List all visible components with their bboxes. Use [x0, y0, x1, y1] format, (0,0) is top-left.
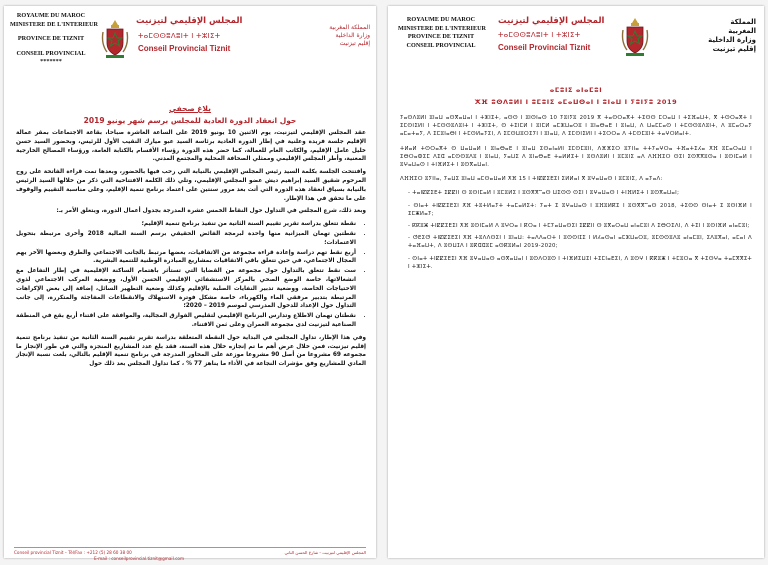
- press-release-page-tifinagh: [388, 6, 764, 558]
- document-subtitle: ⵅⴼ ⵓⵙⴷⵓⵍⵏ ⵏ ⵓⵎⵓⵏⵉ ⴰⵎⴰⵡⵙⴰⵏ ⵏ ⵓⵏⴰⵡ ⵏ ⵢⵓⵏⵢⵓ 2019: [474, 98, 678, 106]
- paragraph: ⴷⴼⴼⵉⵔ ⵓⵢⵏⵏⴰ, ⵢⴰⵡⵉ ⵓⵏⴰⵡ ⴰⵎⵙⴰⵡⴰⵍ ⵅⴼ 15 ⵏ ⵜⵏⵇⵇⵉⴹⵉⵏ ⵉⵍⵍⴰⵏ ⴳ ⵓⵖⴰⵡⴰⵙ ⵏ ⵓⵎⵓⵏⵉ, ⴷ ⴰⵢⴰⴷ:: [400, 176, 663, 183]
- list-item: - ⴽⴽⵓⵥ ⵜⵏⵇⵇⵉⴹⵉⵏ ⵅⴼ ⵓⵙⵏⵎⴰⵍ ⴷ ⵓⵖⵔⴰ ⵏ ⴽⵔⴰ ⵏ ⵜⵎⵢⴰⵡⴰⵙⵉⵏ ⵉⵇⵇⵏⵏ ⵙ ⵓⴳⴰⵔⴰⵡ ⴰⵏⴰⵎⵓⵏ ⴷ ⵉⴱⵔⵉⴷⵏ, ⴷ ⵜⵉⵏ ⵏ ⵓⵙⵏⴼⵍ ⴰⵏⴰⵎⵓⵏ;: [408, 222, 752, 230]
- state-arabic-block: [708, 18, 756, 54]
- letterhead-line: PROVINCE DE TIZNIT: [17, 35, 85, 42]
- letterhead: [4, 6, 376, 76]
- agenda-list: [400, 189, 752, 271]
- paragraph: ⵜⵍⴰⵍ ⵜⵙⵔⴰⴳⵜ ⵙ ⵡⴰⵡⴰⵍ ⵏ ⵓⵏⴰⴱⴰⴹ ⵏ ⵓⵏⴰⵡ ⵉⵙⴰⵏⴰⵍⵏ ⵉⵎⵙⵎⵓⵏⵏ, ⴷⴼⴼⵉⵔ ⵓⵢⵏⵏⴰ ⵜⵜⵢⴰⵖⵔⴰ ⵜⴼⴰⵜⵉⵃⴰ ⵅⴼ ⵓⵎⴰⵔⴰⵡ ⵏ ⵉⴱⵔⴰⵀⵉⵎ ⴷⵉⵛ ⴰⵎⵙⵙⵓⴷⵓ ⵏ ⵓⵏⴰⵡ, ⵢⴰⵡⵉ ⴷ ⵓⵏⴰⴱⴰⴹ ⵜⴰⵍⵍⵉⵜ ⵏ ⵓⵙⴷⵓⵍⵏ ⵏ ⵓⵎⵓⵏⵉ ⴰⴷ ⴷⴼⴼⵉⵔ ⵙⵉⵏ ⵉⵙⴳⴳⵓⵙⴰ ⵏ ⵓⵙⵏⵎⴰⵍ ⵏ ⵓⵖⴰⵡⴰⵙ ⵏ ⵜⵏⴼⵍⵉⵜ ⵏ ⵓⵙⴳⴰⵡⴰⵏ.: [400, 145, 752, 169]
- council-name-tifinagh: ⵜⴰⵎⵙⵙⵓⴷⵓⵏⵜ ⵏ ⵜⵣⵏⵉⵜ: [138, 32, 221, 40]
- state-arabic-block: [329, 24, 370, 48]
- document-title: ⴰⵎⵓⵏⵉ ⴰⵏⴰⵎⵓⵏ: [549, 86, 603, 94]
- paragraph: وافتتحت الجلسة بكلمة السيد رئيس المجلس الإقليمي بالنيابة التي رحب فيها بالحضور، وبعدها تمت قراءة الفاتحة على روح المرحوم شقيق السيد إبراهيم ديش عضو المجلس الإقليمي، وتلي ذلك الكلمة الافتتاحية التي ذكر من خلالها السيد الرئيس بالنيابة بسياق انعقاد هذه الدورة التي أتت بعد مرور سنتين على اعتماد برنامج تنمية الإقليم، وعلى مناسبة التقييم والوقوف على ما تحقق في هذا الإطار.: [16, 169, 366, 202]
- press-release-titles: [388, 86, 764, 106]
- page-footer: [14, 547, 366, 561]
- paragraph: وبعد ذلك، شرع المجلس في التداول حول النقاط الخمس عشرة المدرجة بجدول أعمال الدورة، ويتعلق الأمر بـ:: [56, 208, 366, 215]
- coat-of-arms-icon: [620, 16, 650, 58]
- footer-email: E-mail : conseilprovincial.tiznit@gmail.com: [94, 556, 185, 561]
- state-line: إقليم تيزنيت: [712, 45, 756, 53]
- letterhead-line: CONSEIL PROVINCIAL: [406, 41, 476, 49]
- state-line: إقليم تيزنيت: [339, 40, 370, 47]
- state-line: المملكة: [730, 18, 756, 26]
- list-item: - ⵙⵏⴰⵜ ⵜⵏⵇⵇⵉⴹⵉⵏ ⵅⴼ ⵓⵖⴰⵡⴰⵙ ⴰⵙⴳⴰⵡⴰⵏ ⵏ ⵓⵙⴷⵔⵓⵙ ⵏ ⵜⵏⴼⵍⵉⵡⵉⵏ ⵜⵉⵎⵏⴰⴹⵉⵏ, ⴷ ⵓⵙⵖ ⵏ ⴽⴽⵓⵥ ⵏ ⵜⵎⵓⵔⴰ ⴳ ⵜⵉⵙⵖⴰ ⵜⴰⵎⴳⴳⵉⵜ ⵏ ⵜⵣⵏⵉⵜ.: [408, 255, 752, 271]
- state-line: وزارة الداخلية: [335, 32, 370, 39]
- footer-contact: Conseil provincial Tiznit – Tél/Fax : +212 (5) 28 60 38 00: [14, 550, 132, 555]
- list-item: • نقطتين تهمان الميزانية منها واحدة لبرمجة الفائض الحقيقي برسم السنة المالية 2018 وأخرى مرتبطة بتحويل الاعتمادات؛: [16, 230, 356, 248]
- letterhead-french-block: [10, 12, 99, 67]
- document-body-arabic: [4, 125, 376, 369]
- letterhead-line: ROYAUME DU MAROC: [406, 16, 476, 23]
- press-release-titles: [4, 104, 376, 125]
- paragraph: وفي هذا الإطار، تداول المجلس في البداية حول النقطة المتعلقة بدراسة تقرير تقييم السنة الثانية من تنفيذ برنامج تنمية إقليم تيزنيت، فمن خلال عرض أهم ما تم إنجازه خلال هذه السنة، فقد بلغ عدد المشاريع المنجزة والتي في طور الإنجاز ما مجموعه 69 مشروعا من أصل 90 مشروعا موزعة على المحاور المدرجة في برنامج تنمية الإقليم بالتالي، بلغت نسبة الإنجاز المادي للمشاريع وفق مؤشرات النجاعة في الأداء ما يناهز 77 % ، كما تداول المجلس بعد ذلك حول: [16, 334, 366, 368]
- council-name-tifinagh: ⵜⴰⵎⵙⵙⵓⴷⵓⵏⵜ ⵏ ⵜⵣⵏⵉⵜ: [498, 31, 581, 39]
- letterhead-line: MINISTERE DE L'INTERIEUR: [10, 20, 99, 28]
- list-item: • أربع نقط تهم دراسة وإعادة قراءة مجموعة من الاتفاقيات، بعضها مرتبط بالجانب الاجتماعي والطرق وبعضها الآخر يهم المجال الاجتماعي، في حين تتعلق باقي الاتفاقيات بمشاريع المبادرة الوطنية للتنمية البشرية.: [16, 249, 356, 267]
- footer-address-arabic: المجلس الإقليمي لتيزنيت - شارع الحسن الثاني: [284, 550, 366, 555]
- letterhead-french-block: [398, 16, 487, 50]
- paragraph: عقد المجلس الإقليمي لتيزنيت، يوم الاثنين 10 يونيو 2019 على الساعة العاشرة صباحا، بقاعة الاجتماعات بمقر عمالة الإقليم جلسة فريدة وعلنية في إطار الدورة العادية برئاسة السيد عبو ميارك النقيب الأول للرئيس، وبحضور السيد حسن خليل عامل الإقليم، والكاتب العام للعمالة، كما حضر هذه الدورة رؤساء الأقسام بالكتابة العامة، ورؤساء المصالح الخارجية المعنية، وأطر المجلس الإقليمي وممثلي الصحافة المحلية والمجتمع المدني.: [16, 130, 366, 163]
- council-name-arabic: المجلس الإقليمي لتيزنيت: [498, 16, 605, 26]
- document-subtitle: حول انعقاد الدورة العادية للمجلس برسم شهر يونيو 2019: [83, 116, 297, 125]
- council-name-arabic: المجلس الإقليمي لتيزنيت: [136, 16, 243, 26]
- document-body-tifinagh: [388, 110, 764, 271]
- council-name-french: Conseil Provincial Tiznit: [138, 44, 231, 53]
- letterhead-line: *******: [40, 58, 62, 65]
- coat-of-arms-icon: [100, 18, 130, 60]
- letterhead-line: PROVINCE DE TIZNIT: [407, 33, 475, 40]
- letterhead: [388, 6, 764, 76]
- letterhead-line: MINISTERE DE L'INTERIEUR: [398, 24, 487, 32]
- state-line: المغربية: [728, 27, 756, 35]
- press-release-page-arabic: [4, 6, 376, 561]
- list-item: • نقطتان تهمان الاطلاع وتدارس البرنامج الإقليمي لتقليص الفوارق المجالية، والموافقة على اقتناء أربع بقع في المنطقة الصناعية لتيزنيت لدى مجموعة العمران وعلى ثمن الاقتناء.: [16, 312, 356, 330]
- paragraph: ⵢⴰⵙⴷⵓⵍⵏ ⵓⵏⴰⵡ ⴰⵙⴳⴰⵡⴰⵏ ⵏ ⵜⵣⵏⵉⵜ, ⴰⵙⵙ ⵏ ⵓⵏⵙⵏⴰⵙ 10 ⵢⵓⵏⵢⵓ 2019 ⴳ ⵜⴰⵙⵔⴰⴳⵜ ⵜⵉⵙⵙ ⵎⵔⴰⵡ ⵏ ⵜⵉⴼⴰⵡⵜ, ⴳ ⵜⵙⵔⴰⴳⵜ ⵏ ⵉⵎⵙⵏⵉⵍⵏ ⵏ ⵜⵎⵙⵙⵓⴷⵓⵏⵜ ⵏ ⵜⵣⵏⵉⵜ, ⵙ ⵜⵉⵏⵎⵍ ⵏ ⵓⵏⵎⵍ ⴰⵎⵣⵡⴰⵔⵓ ⵏ ⵓⵏⴰⴱⴰⴹ ⵏ ⵓⵏⴰⵡ, ⴷ ⵡⴰⵎⵎⴰⵙ ⵏ ⵜⵎⵙⵙⵓⴷⵓⵏⵜ, ⴷ ⵓⵎⴰⵔⴰⵢ ⴰⵎⴰⵜⴰⵢ, ⴷ ⵉⵎⵓⵏⴰⴱⵏ ⵏ ⵜⵎⵙⵍⴰⵢⵉⵏ, ⴷ ⵉⵎⵙⵡⵓⵔⵉⵢⵏ ⵏ ⵓⵏⴰⵡ, ⴷ ⵉⵎⵙⵏⵉⵍⵏ ⵏ ⵜⵉⵔⵔⴰ ⴷ ⵜⵎⵙⵎⵓⵏⵜ ⵜⴰⵖⵔⵍⴰⵏⵜ.: [400, 115, 752, 138]
- list-item: - ⵜⴰⵏⵇⵇⵉⴹⵜ ⵉⵇⵇⵏⵏ ⵙ ⵓⵙⵏⵎⴰⵍ ⵏ ⵓⵎⵓⵍⵉ ⵏ ⵓⵙⴳⴳⵯⴰⵙ ⵡⵉⵙⵙ ⵙⵉⵏ ⵏ ⵓⵖⴰⵡⴰⵙ ⵏ ⵜⵏⴼⵍⵉⵜ ⵏ ⵓⵙⴳⴰⵡⴰⵏ;: [408, 189, 752, 197]
- state-line: وزارة الداخلية: [708, 36, 756, 44]
- list-item: - ⵙⵏⴰⵜ ⵜⵏⵇⵇⵉⴹⵉⵏ ⵅⴼ ⵜⵓⵜⵍⴰⵢⵜ ⵜⴰⵎⴰⵍⵉⵜ: ⵢⴰⵜ ⵉ ⵓⵖⴰⵡⴰⵙ ⵏ ⵓⴼⵓⵍⴽⵉ ⵏ ⵓⵙⴳⴳⵯⴰⵙ 2018, ⵜⵉⵙⵙ ⵙⵏⴰⵜ ⵉ ⵓⵙⵏⴼⵍ ⵏ ⵉⵎⵥⵍⴰⵢ;: [408, 202, 752, 218]
- state-line: المملكة المغربية: [329, 24, 370, 31]
- agenda-list: [16, 220, 366, 330]
- list-item: • نقطة تتعلق بدراسة تقرير تقييم السنة الثانية من تنفيذ برنامج تنمية الإقليم؛: [16, 220, 356, 229]
- document-title: بلاغ صحفي: [169, 104, 211, 113]
- letterhead-line: CONSEIL PROVINCIAL: [16, 49, 86, 57]
- list-item: - ⵚⴹⵉⵚ ⵜⵏⵇⵇⵉⴹⵉⵏ ⵅⴼ ⵜⵓⴷⴷⵙⵉⵏ ⵏ ⵓⵏⴰⵡ: ⵜⴰⴷⴷⴰⵔⵜ ⵏ ⵓⵙⵙⵏⵊⵉ ⵏ ⵍⵃⴰⵙⴰⵏ ⴰⵎⵣⵡⴰⵔⵓ, ⵓⵎⵙⵙⵓⴷⵓ ⴰⵏⴰⵎⵓⵏ, ⵉⴷⵓⴳⴰⵏ, ⴰⵎⴰⵏ ⴷ ⵜⴰⴼⴰⵡⵜ, ⴷ ⵓⵙⵡⵊⴷ ⵏ ⵓⴽⵛⵛⵓⵎ ⴰⵙⴽⵓⵍⴰⵏ 2019-2020;: [408, 234, 752, 250]
- list-item: • ست نقط تتعلق بالتداول حول مجموعة من القضايا التي تستأثر باهتمام الساكنة الإقليمية في إطار التفاعل مع انشغالاتها، خاصة الوضع الصحي بالمركز الاستشفائي الإقليمي الحسن الأول، ووضعية المركب الاجتماعي لذوي الاحتياجات الخاصة، ووضعية تدبير النفايات الصلبة بالإقليم وكذلك وضعية التطهير السائل، إضافة إلى بعض الإكراهات المرتبطة بتدبير مرفقي الماء والكهرباء، خاصة مشكل فوترة الاستهلاك والانقطاعات المفاجئة والمتكررة، إلى جانب التداول حول الإعداد للدخول المدرسي لموسم 2019 – 2020؛: [16, 267, 356, 311]
- letterhead-line: ROYAUME DU MAROC: [16, 12, 86, 19]
- council-name-french: Conseil Provincial Tiznit: [498, 43, 591, 52]
